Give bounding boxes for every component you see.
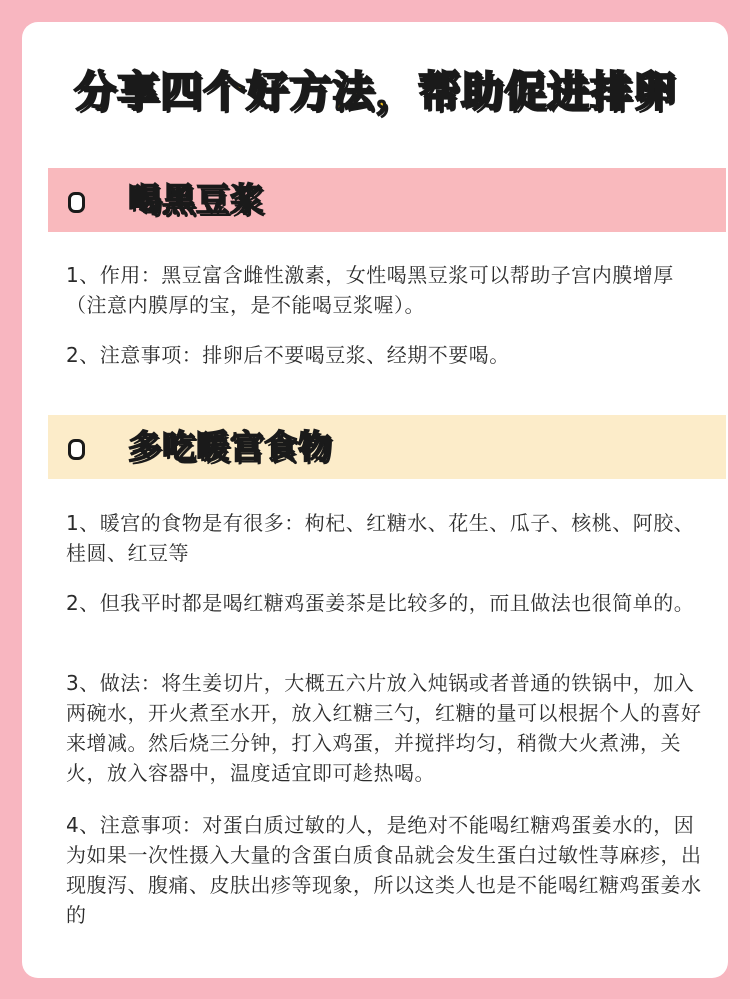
paragraph: 1、作用：黑豆富含雌性激素，女性喝黑豆浆可以帮助子宫内膜增厚（注意内膜厚的宝，是不能喝豆浆喔）。 xyxy=(66,263,674,317)
bullet-icon xyxy=(68,439,85,460)
paragraph: 4、注意事项：对蛋白质过敏的人，是绝对不能喝红糖鸡蛋姜水的，因为如果一次性摄入大量的含蛋白质食品就会发生蛋白过敏性荨麻疹，出现腹泻、腹痛、皮肤出疹等现象，所以这类人也是不能喝红糖鸡蛋姜水的 xyxy=(66,813,702,927)
page-title: 分享四个好方法，帮助促进排卵 xyxy=(73,67,676,116)
paragraph: 3、做法：将生姜切片，大概五六片放入炖锅或者普通的铁锅中，加入两碗水，开火煮至水开，放入红糖三勺，红糖的量可以根据个人的喜好来增减。然后烧三分钟，打入鸡蛋，并搅拌均匀，稍微大火煮沸，关火，放入容器中，温度适宜即可趁热喝。 xyxy=(66,671,702,785)
content-card xyxy=(22,22,728,978)
section-heading: 喝黑豆浆 xyxy=(128,180,264,219)
section-heading: 多吃暖宫食物 xyxy=(128,427,332,466)
paragraph: 1、暖宫的食物是有很多：枸杞、红糖水、花生、瓜子、核桃、阿胶、桂圆、红豆等 xyxy=(66,511,695,565)
bullet-icon xyxy=(68,192,85,213)
paragraph: 2、注意事项：排卵后不要喝豆浆、经期不要喝。 xyxy=(66,343,510,367)
section-header-black-soymilk xyxy=(48,168,726,232)
section-header-warm-foods xyxy=(48,415,726,479)
paragraph: 2、但我平时都是喝红糖鸡蛋姜茶是比较多的，而且做法也很简单的。 xyxy=(66,591,695,615)
